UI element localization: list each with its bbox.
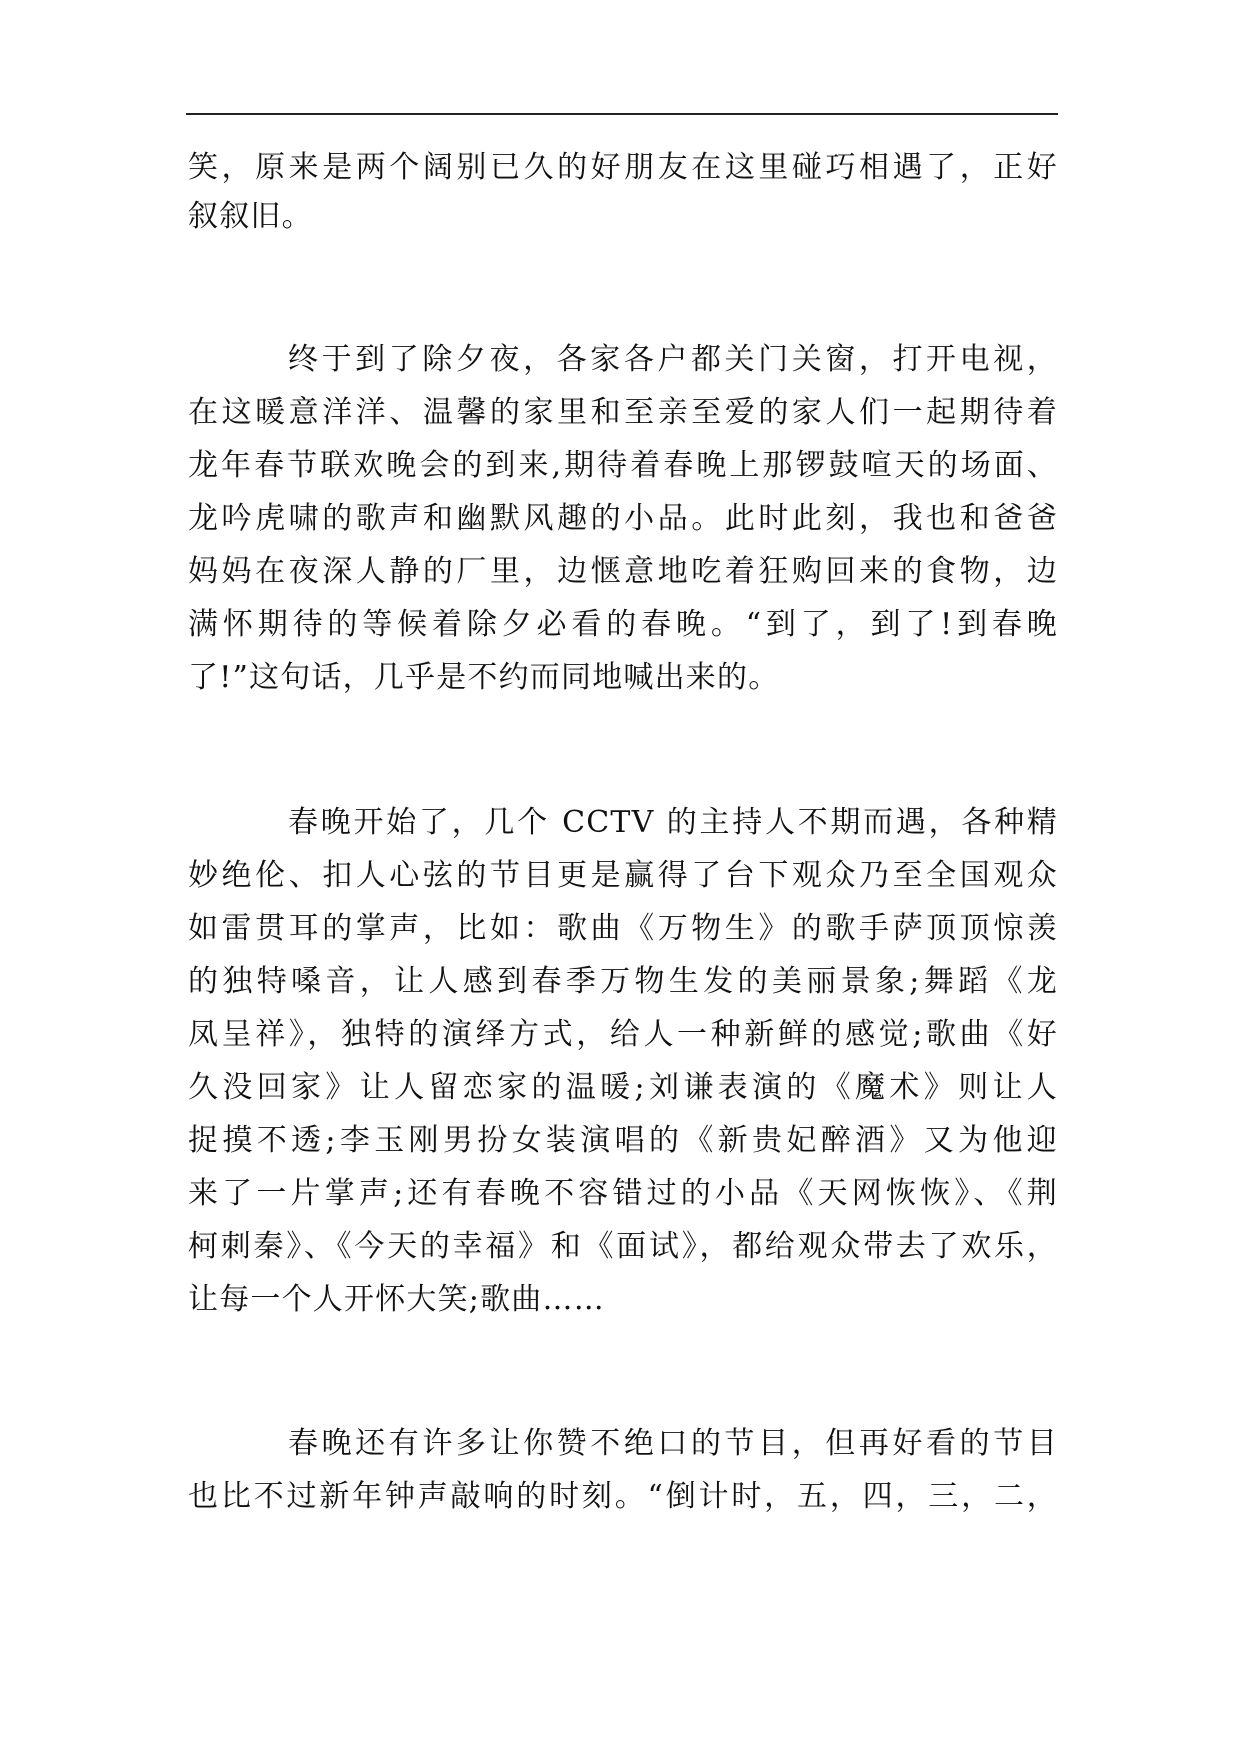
paragraph-line: 满怀期待的等候着除夕必看的春晚。“到了，到了!到春晚 [188,607,1058,642]
paragraph-line: 来了一片掌声;还有春晚不容错过的小品《天网恢恢》、《荆 [188,1176,1058,1211]
paragraph-line: 也比不过新年钟声敲响的时刻。“倒计时，五，四，三，二， [188,1479,1058,1514]
paragraph-line: 了!”这句话，几乎是不约而同地喊出来的。 [188,660,780,695]
paragraph-line: 如雷贯耳的掌声，比如：歌曲《万物生》的歌手萨顶顶惊羡 [188,911,1058,946]
paragraph-line: 久没回家》让人留恋家的温暖;刘谦表演的《魔术》则让人 [188,1070,1058,1105]
paragraph-line: 终于到了除夕夜，各家各户都关门关窗，打开电视， [288,342,1058,377]
paragraph-line: 春晚还有许多让你赞不绝口的节目，但再好看的节目 [288,1426,1058,1461]
paragraph-line: 在这暖意洋洋、温馨的家里和至亲至爱的家人们一起期待着 [188,395,1058,430]
paragraph-line: 捉摸不透;李玉刚男扮女装演唱的《新贵妃醉酒》又为他迎 [188,1123,1058,1158]
paragraph-line: 让每一个人开怀大笑;歌曲…… [188,1282,605,1317]
paragraph-line: 妙绝伦、扣人心弦的节目更是赢得了台下观众乃至全国观众 [188,858,1058,893]
paragraph-line: 凤呈祥》，独特的演绎方式，给人一种新鲜的感觉;歌曲《好 [188,1017,1058,1052]
header-rule [186,113,1058,115]
paragraph-line: 龙年春节联欢晚会的到来,期待着春晚上那锣鼓喧天的场面、 [188,448,1058,483]
paragraph-line: 妈妈在夜深人静的厂里，边惬意地吃着狂购回来的食物，边 [188,554,1058,589]
paragraph-line: 笑，原来是两个阔别已久的好朋友在这里碰巧相遇了，正好 [188,150,1058,185]
paragraph-line: 春晚开始了，几个 CCTV 的主持人不期而遇，各种精 [288,805,1058,840]
paragraph-line: 龙吟虎啸的歌声和幽默风趣的小品。此时此刻，我也和爸爸 [188,501,1058,536]
paragraph-line: 叙叙旧。 [188,199,313,234]
paragraph-line: 的独特嗓音，让人感到春季万物生发的美丽景象;舞蹈《龙 [188,964,1058,999]
paragraph-line: 柯刺秦》、《今天的幸福》和《面试》，都给观众带去了欢乐， [188,1229,1058,1264]
